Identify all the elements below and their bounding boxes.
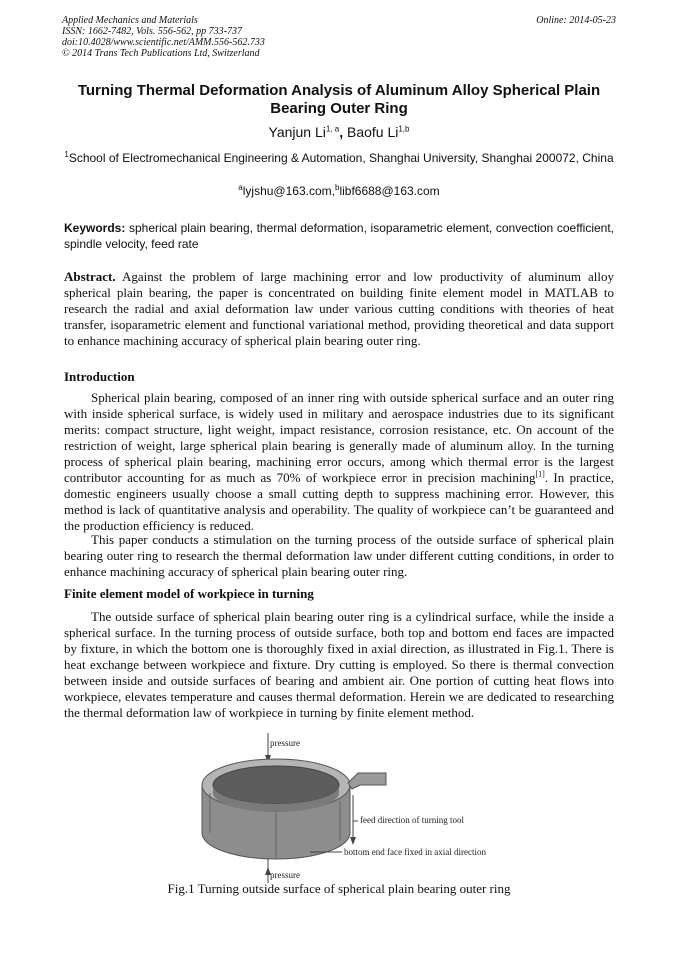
label-bottom-pressure: pressure [270, 870, 300, 880]
abstract [64, 269, 614, 349]
bearing-diagram [190, 733, 490, 883]
author-1: Yanjun Li [268, 124, 326, 140]
copyright-line: © 2014 Trans Tech Publications Ltd, Switzerland [62, 48, 260, 59]
paper-title: Turning Thermal Deformation Analysis of Aluminum Alloy Spherical Plain Bearing Outer Ring [77, 82, 601, 117]
affiliation-text: School of Electromechanical Engineering & Automation, Shanghai University, Shanghai 200072, China [68, 151, 614, 165]
keywords-label: Keywords: [64, 221, 126, 235]
author-2: Baofu Li [346, 124, 399, 140]
emails [62, 184, 616, 198]
label-feed-direction: feed direction of turning tool [360, 815, 464, 825]
running-header [62, 15, 616, 59]
abstract-label: Abstract. [64, 269, 116, 284]
heading-fem: Finite element model of workpiece in turning [64, 586, 314, 601]
abstract-text: Against the problem of large machining error and low productivity of aluminum alloy spherical plain bearing, the paper is concentrated on building finite element model in MATLAB to research the radial and axial deformation law under various cutting conditions with theories of heat transfer, isoparametric element and functional variational method, providing theoretical and data support to enhance machining accuracy of spherical plain bearing outer ring. [64, 269, 614, 348]
email-b: libf6688@163.com [339, 184, 440, 198]
intro-paragraph-1 [64, 390, 614, 534]
email-a: lyjshu@163.com, [242, 184, 335, 198]
intro-paragraph-2: This paper conducts a stimulation on the turning process of the outside surface of spherical plain bearing outer ring to research the thermal deformation law under different cutting conditions, in order to enhance machining accuracy of spherical plain bearing outer ring. [64, 532, 614, 579]
author-1-sup: 1, a [325, 124, 340, 134]
ring-inner-opening [213, 766, 339, 804]
author-separator: , [339, 124, 347, 140]
label-bottom-end-face: bottom end face fixed in axial direction [344, 847, 486, 857]
heading-introduction: Introduction [64, 369, 135, 384]
keywords-text: spherical plain bearing, thermal deformation, isoparametric element, convection coefficient, spindle velocity, feed rate [64, 221, 614, 251]
label-top-pressure: pressure [270, 738, 300, 748]
online-date: Online: 2014-05-23 [536, 15, 616, 26]
citation-ref: [1] [535, 469, 545, 479]
intro-p1-text-b: . In practice, domestic engineers usually choose a small cutting depth to suppress machining error. However, this method is lack of quantitative analysis and operability. The quality of workpiece can’t be guaranteed and the production efficiency is reduced. [64, 470, 614, 533]
figure-caption: Fig.1 Turning outside surface of spherical plain bearing outer ring [167, 881, 511, 896]
issn-line: ISSN: 1662-7482, Vols. 556-562, pp 733-737 [62, 26, 242, 37]
author-2-sup: 1,b [398, 124, 410, 134]
affiliation-sup: 1 [64, 150, 69, 159]
authors [62, 124, 616, 140]
figure-1 [190, 733, 490, 883]
affiliation [62, 150, 616, 166]
fem-paragraph-1: The outside surface of spherical plain bearing outer ring is a cylindrical surface, while the inside a spherical surface. In the turning process of outside surface, both top and bottom end faces are impacted by fixture, in which the bottom one is thoroughly fixed in axial direction, as illustrated in Fig.1. There is heat exchange between workpiece and fixture. Dry cutting is employed. So there is thermal convection between inside and outside surfaces of bearing and ambient air. One portion of cutting heat flows into workpiece, elevates temperature and causes thermal deformation. Herein we are dedicated to researching the thermal deformation law of workpiece in turning by finite element method. [64, 609, 614, 720]
journal-name: Applied Mechanics and Materials [62, 15, 198, 26]
turning-tool [348, 773, 386, 789]
keywords [64, 220, 614, 252]
email-a-sup: a [238, 183, 243, 192]
feed-arrow-head [350, 837, 356, 845]
email-b-sup: b [334, 183, 340, 192]
doi-line: doi:10.4028/www.scientific.net/AMM.556-562.733 [62, 37, 265, 48]
intro-p1-text-a: Spherical plain bearing, composed of an inner ring with outside spherical surface and an outer ring with inside spherical surface, is widely used in military and aerospace industries due to its significant merits: compact structure, light weight, impact resistance, corrosion resistance, etc. On account of the restriction of weight, large spherical plain bearing is generally made of aluminum alloy. In the turning process of spherical plain bearing, machining error occurs, among which thermal error is the largest contributor accounting for as much as 70% of workpiece error in precision machining [64, 390, 614, 485]
